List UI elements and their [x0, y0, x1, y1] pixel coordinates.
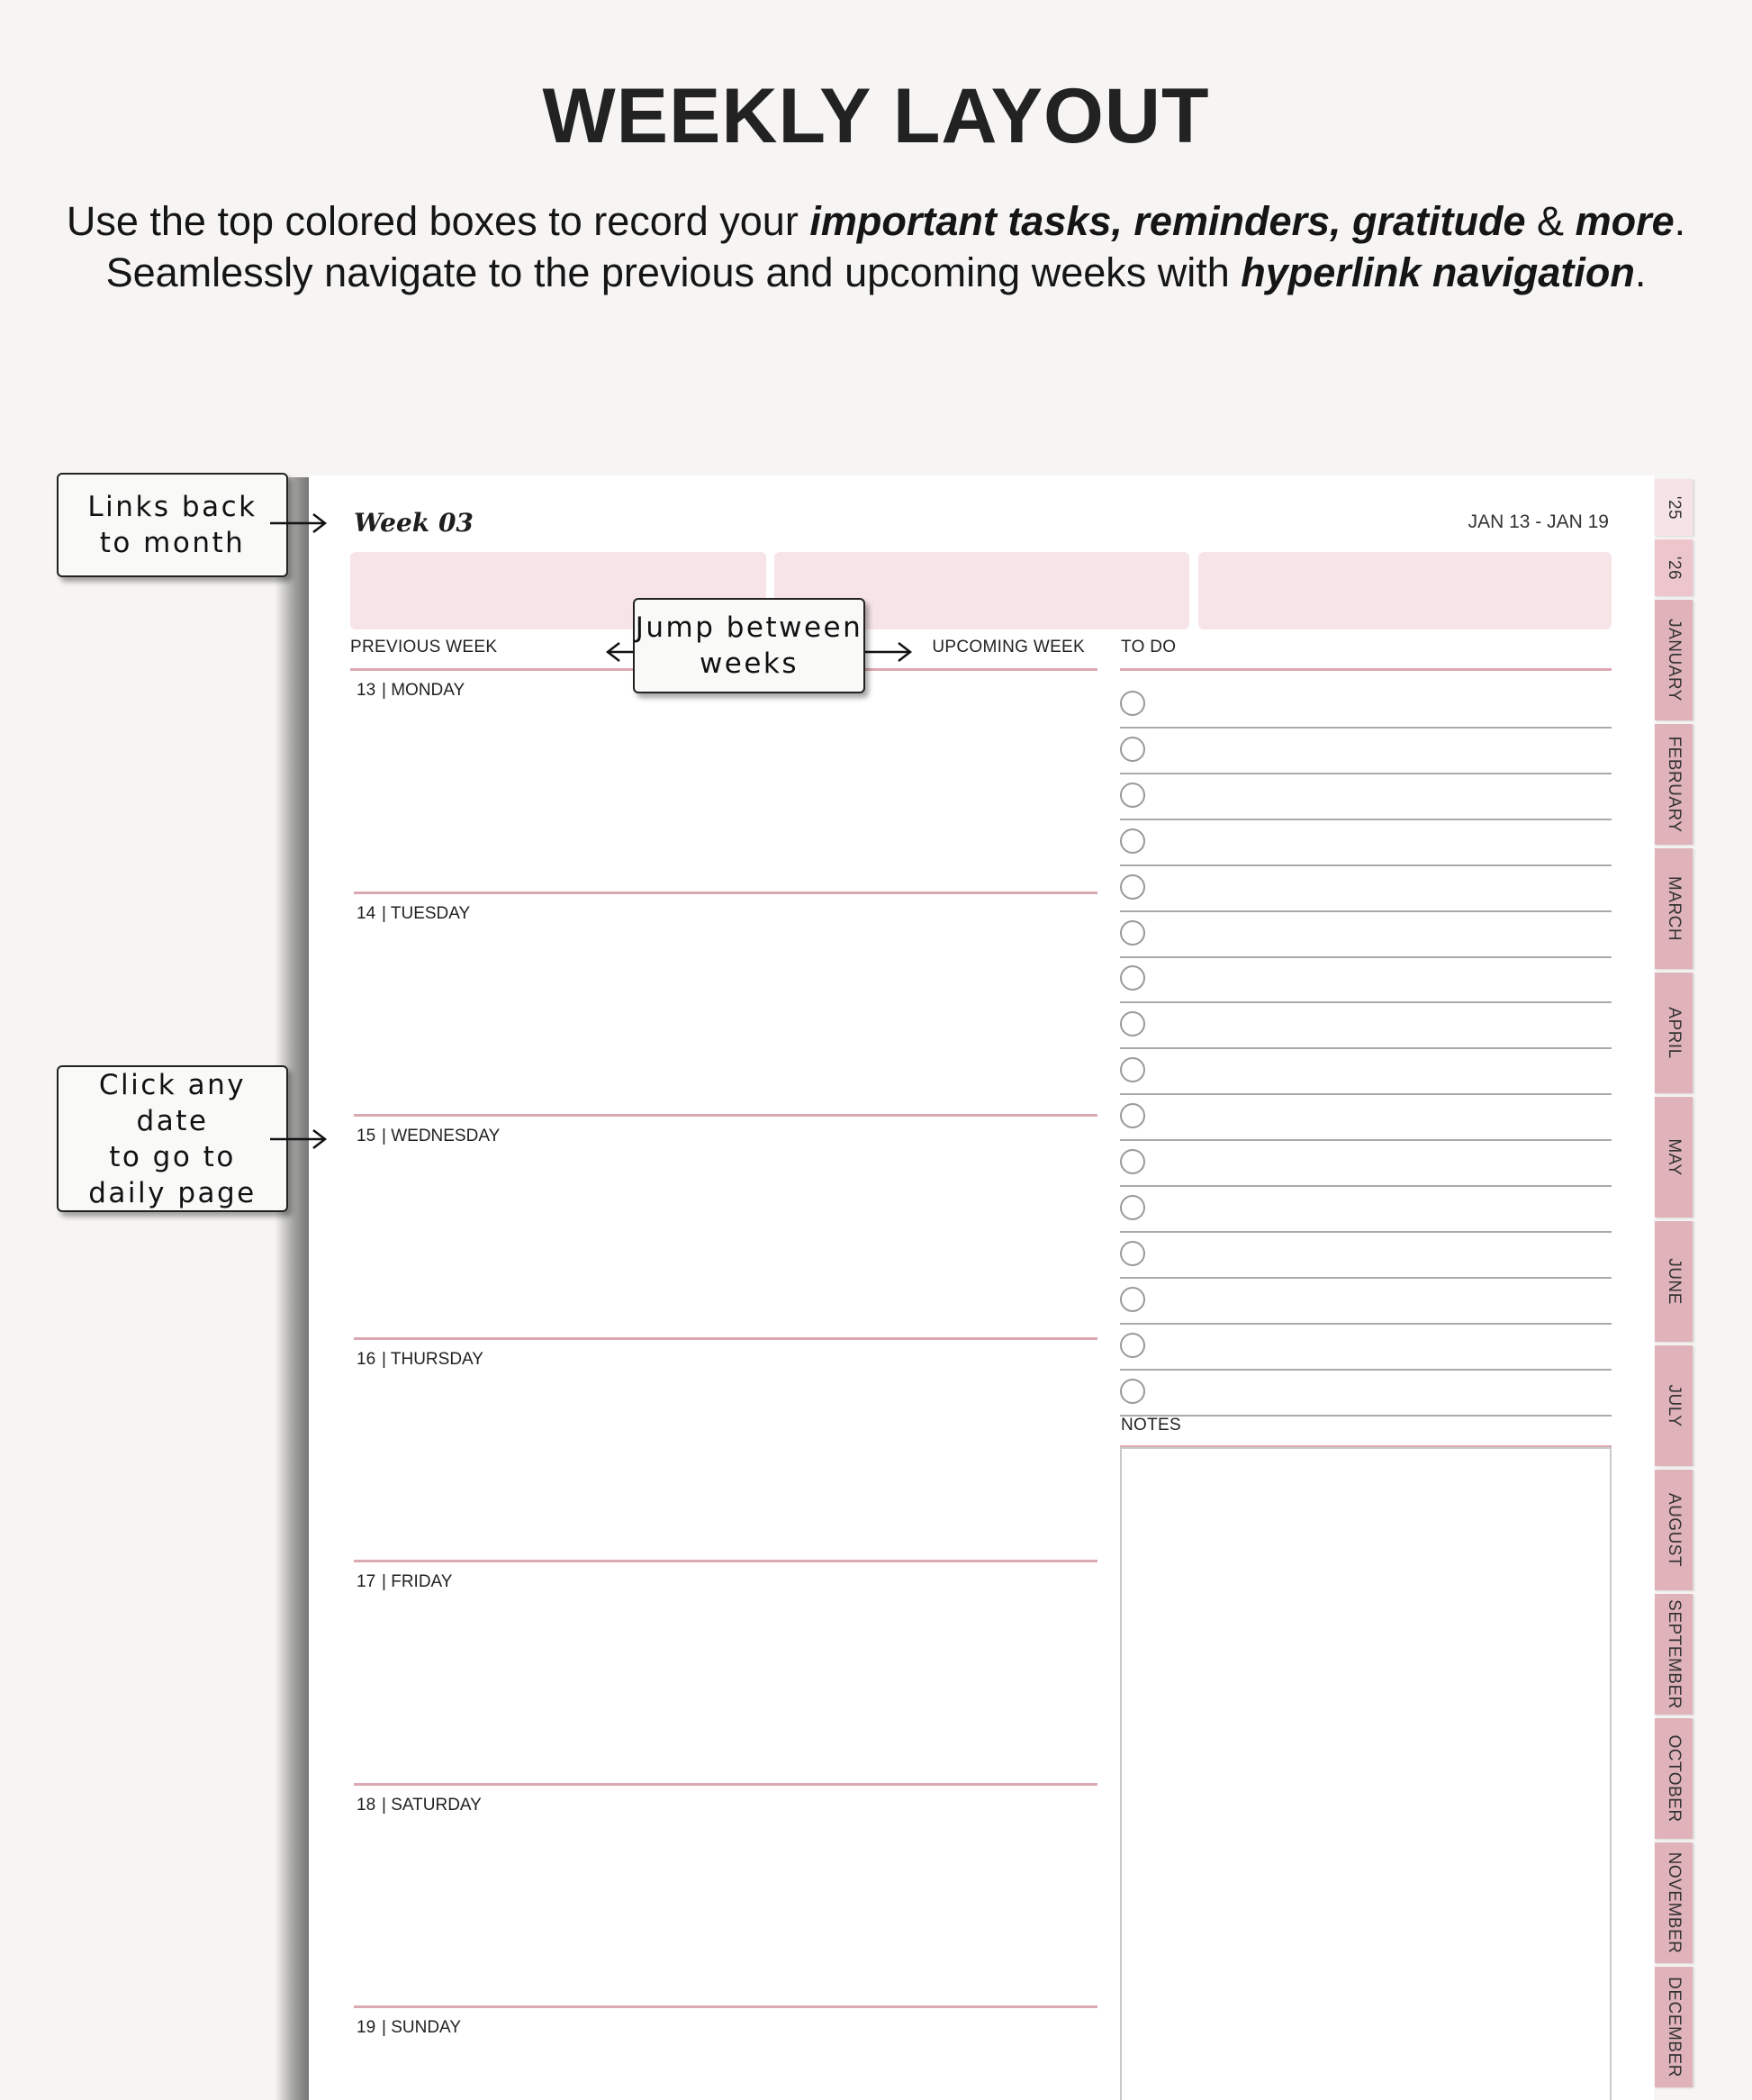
tab-january[interactable] — [1655, 600, 1693, 720]
top-box-3[interactable] — [1198, 552, 1612, 629]
todo-item[interactable] — [1120, 683, 1612, 729]
arrow-right-icon — [268, 1126, 331, 1153]
tab-26[interactable] — [1655, 539, 1693, 596]
day-divider — [354, 1560, 1097, 1562]
date-range: JAN 13 - JAN 19 — [1468, 511, 1609, 532]
tab-august[interactable] — [1655, 1470, 1693, 1590]
todo-item[interactable] — [1120, 1049, 1612, 1095]
tab-june[interactable] — [1655, 1221, 1693, 1342]
todo-item[interactable] — [1120, 1141, 1612, 1187]
tab-label: FEBRUARY — [1665, 736, 1684, 833]
day-date-link[interactable]: 19 — [357, 2018, 376, 2037]
todo-item[interactable] — [1120, 774, 1612, 820]
checkbox-circle-icon[interactable] — [1120, 1333, 1145, 1358]
tab-september[interactable] — [1655, 1594, 1693, 1715]
tab-label: SEPTEMBER — [1665, 1599, 1684, 1709]
todo-item[interactable] — [1120, 1325, 1612, 1371]
callout-links-month: Links back to month — [57, 473, 288, 577]
tab-march[interactable] — [1655, 848, 1693, 969]
checkbox-circle-icon[interactable] — [1120, 828, 1145, 854]
tab-label: OCTOBER — [1665, 1734, 1684, 1823]
tab-february[interactable] — [1655, 724, 1693, 845]
tab-label: '25 — [1665, 495, 1684, 520]
todo-item[interactable] — [1120, 1371, 1612, 1417]
tab-november[interactable] — [1655, 1842, 1693, 1963]
checkbox-circle-icon[interactable] — [1120, 1241, 1145, 1266]
checkbox-circle-icon[interactable] — [1120, 920, 1145, 946]
day-divider — [354, 892, 1097, 894]
page-shadow — [275, 477, 311, 2100]
todo-item[interactable] — [1120, 866, 1612, 912]
todo-label: TO DO — [1121, 638, 1177, 656]
todo-item[interactable] — [1120, 1233, 1612, 1279]
todo-item[interactable] — [1120, 729, 1612, 774]
checkbox-circle-icon[interactable] — [1120, 1287, 1145, 1312]
todo-item[interactable] — [1120, 912, 1612, 958]
page-title: WEEKLY LAYOUT — [542, 73, 1210, 159]
subtitle-line-1: Use the top colored boxes to record your important tasks, reminders, gratitude & more. — [66, 198, 1686, 244]
checkbox-circle-icon[interactable] — [1120, 1195, 1145, 1220]
day-divider — [354, 2005, 1097, 2008]
day-block — [354, 1337, 1097, 1560]
tab-october[interactable] — [1655, 1718, 1693, 1839]
tab-25[interactable] — [1655, 479, 1693, 536]
checkbox-circle-icon[interactable] — [1120, 737, 1145, 762]
day-date-link[interactable]: 15 — [357, 1127, 376, 1145]
day-block — [354, 1783, 1097, 2005]
checkbox-circle-icon[interactable] — [1120, 1149, 1145, 1174]
checkbox-circle-icon[interactable] — [1120, 691, 1145, 716]
todo-item[interactable] — [1120, 957, 1612, 1003]
checkbox-circle-icon[interactable] — [1120, 1103, 1145, 1128]
tab-label: JUNE — [1665, 1258, 1684, 1305]
todo-item[interactable] — [1120, 1095, 1612, 1141]
day-block — [354, 1560, 1097, 1782]
tab-label: AUGUST — [1665, 1492, 1684, 1568]
day-divider — [354, 1337, 1097, 1340]
todo-divider — [1120, 668, 1612, 671]
day-block — [354, 1114, 1097, 1336]
day-block — [354, 668, 1097, 891]
tab-april[interactable] — [1655, 973, 1693, 1093]
day-divider — [354, 1114, 1097, 1117]
todo-item[interactable] — [1120, 1003, 1612, 1049]
day-date-link[interactable]: 18 — [357, 1795, 376, 1815]
upcoming-week-link[interactable]: UPCOMING WEEK — [932, 638, 1085, 656]
notes-area[interactable] — [1120, 1447, 1612, 2100]
tab-july[interactable] — [1655, 1345, 1693, 1466]
tab-label: NOVEMBER — [1665, 1851, 1684, 1954]
day-name: | THURSDAY — [382, 1349, 483, 1369]
tab-label: JULY — [1665, 1384, 1684, 1427]
tab-label: APRIL — [1665, 1007, 1684, 1059]
tab-label: '26 — [1665, 556, 1684, 580]
day-name: | MONDAY — [382, 681, 465, 700]
day-name: | FRIDAY — [382, 1572, 453, 1591]
arrow-right-icon — [268, 510, 331, 537]
callout-jump-weeks: Jump between weeks — [633, 598, 865, 693]
month-tabs — [1655, 479, 1693, 2100]
tab-label: DECEMBER — [1665, 1977, 1684, 2077]
planner-page — [309, 475, 1654, 2100]
checkbox-circle-icon[interactable] — [1120, 965, 1145, 991]
day-name: | WEDNESDAY — [382, 1127, 501, 1145]
day-date-link[interactable]: 17 — [357, 1572, 376, 1591]
checkbox-circle-icon[interactable] — [1120, 1057, 1145, 1082]
tab-may[interactable] — [1655, 1097, 1693, 1217]
todo-line — [1120, 1415, 1612, 1417]
notes-label: NOTES — [1121, 1416, 1181, 1435]
subtitle-line-2: Seamlessly navigate to the previous and upcoming weeks with hyperlink navigation. — [105, 249, 1647, 295]
day-date-link[interactable]: 13 — [357, 681, 376, 700]
previous-week-link[interactable]: PREVIOUS WEEK — [350, 638, 498, 656]
day-block — [354, 892, 1097, 1114]
day-name: | TUESDAY — [382, 903, 471, 923]
tab-label: JANUARY — [1665, 619, 1684, 702]
week-title-link[interactable]: Week 03 — [354, 508, 474, 538]
day-date-link[interactable]: 14 — [357, 903, 376, 923]
day-name: | SUNDAY — [382, 2018, 461, 2037]
todo-item[interactable] — [1120, 1279, 1612, 1325]
tab-label: MAY — [1665, 1138, 1684, 1176]
checkbox-circle-icon[interactable] — [1120, 874, 1145, 900]
day-block — [354, 2005, 1097, 2100]
day-divider — [354, 1783, 1097, 1786]
todo-item[interactable] — [1120, 820, 1612, 866]
todo-item[interactable] — [1120, 1187, 1612, 1233]
checkbox-circle-icon[interactable] — [1120, 1379, 1145, 1404]
checkbox-circle-icon[interactable] — [1120, 783, 1145, 808]
callout-click-date: Click any date to go to daily page — [57, 1065, 288, 1212]
tab-label: MARCH — [1665, 875, 1684, 942]
checkbox-circle-icon[interactable] — [1120, 1011, 1145, 1036]
day-name: | SATURDAY — [382, 1795, 482, 1815]
day-date-link[interactable]: 16 — [357, 1349, 376, 1369]
tab-december[interactable] — [1655, 1967, 1693, 2087]
